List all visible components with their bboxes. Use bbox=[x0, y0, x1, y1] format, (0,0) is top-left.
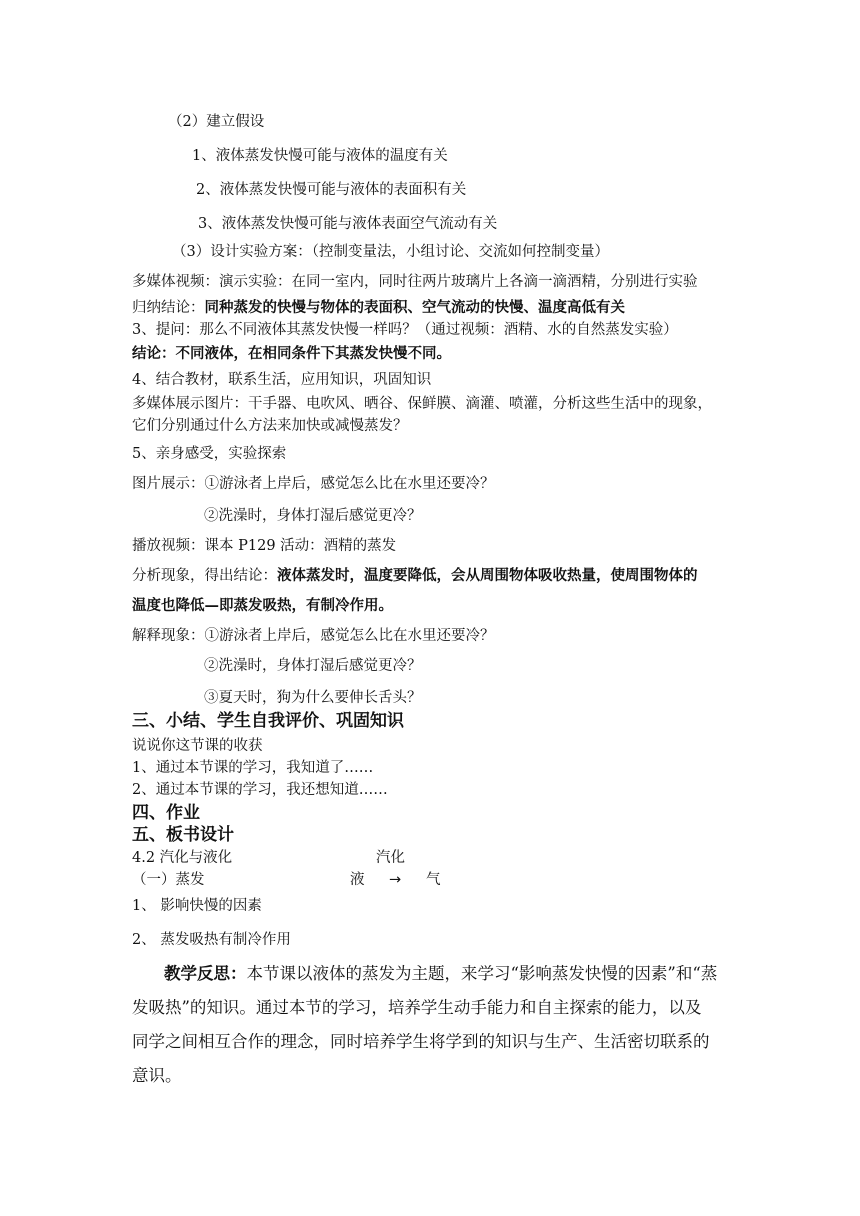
board-factor-1: 1、 影响快慢的因素 bbox=[132, 898, 262, 914]
section-5-title: 五、板书设计 bbox=[132, 825, 234, 845]
experiment-plan: （3）设计实验方案：（控制变量法，小组讨论、交流如何控制变量） bbox=[172, 244, 609, 260]
hypothesis-item-1: 1、液体蒸发快慢可能与液体的温度有关 bbox=[192, 148, 448, 164]
step-4-line-1: 多媒体展示图片：干手器、电吹风、晒谷、保鲜膜、滴灌、喷灌，分析这些生活中的现象， bbox=[132, 396, 712, 412]
reflection-line-2: 发吸热”的知识。通过本节的学习，培养学生动手能力和自主探索的能力，以及 bbox=[132, 998, 702, 1017]
board-factor-2: 2、 蒸发吸热有制冷作用 bbox=[132, 932, 291, 948]
reflection-text-1: 本节课以液体的蒸发为主题，来学习“影响蒸发快慢的因素”和“蒸 bbox=[246, 964, 718, 983]
explain-e3: ③夏天时，狗为什么要伸长舌头？ bbox=[204, 690, 422, 706]
hypothesis-heading: （2）建立假设 bbox=[168, 114, 265, 130]
reflection-line-1 bbox=[164, 962, 717, 986]
section-3-line-1: 说说你这节课的收获 bbox=[132, 738, 263, 754]
hypothesis-item-3: 3、液体蒸发快慢可能与液体表面空气流动有关 bbox=[198, 216, 498, 232]
board-row-2-left: （一）蒸发 bbox=[132, 872, 205, 888]
pictures-q2: ②洗澡时，身体打湿后感觉更冷？ bbox=[204, 508, 422, 524]
board-row-1-right: 汽化 bbox=[376, 850, 405, 866]
analysis-bold: 液体蒸发时，温度要降低，会从周围物体吸收热量，使周围物体的 bbox=[277, 567, 698, 584]
reflection-label: 教学反思： bbox=[164, 964, 247, 983]
explain-label: 解释现象： bbox=[132, 628, 205, 644]
question-3: 3、提问：那么不同液体其蒸发快慢一样吗？（通过视频：酒精、水的自然蒸发实验） bbox=[132, 322, 678, 338]
pictures-line bbox=[132, 474, 495, 494]
analysis-line-1 bbox=[132, 566, 698, 586]
board-arrow: → bbox=[389, 872, 402, 888]
explain-line bbox=[132, 626, 495, 646]
reflection-line-4: 意识。 bbox=[132, 1066, 182, 1085]
conclusion-3: 结论：不同液体，在相同条件下其蒸发快慢不同。 bbox=[132, 345, 451, 362]
hypothesis-item-2: 2、液体蒸发快慢可能与液体的表面积有关 bbox=[196, 182, 467, 198]
section-3-line-3: 2、通过本节课的学习，我还想知道…… bbox=[132, 782, 388, 798]
summary-text: 同种蒸发的快慢与物体的表面积、空气流动的快慢、温度高低有关 bbox=[204, 299, 625, 316]
board-liquid: 液 bbox=[350, 872, 365, 888]
step-4-line-2: 它们分别通过什么方法来加快或减慢蒸发？ bbox=[132, 418, 408, 434]
video-line: 播放视频：课本 P129 活动：酒精的蒸发 bbox=[132, 538, 397, 554]
pictures-q1: ①游泳者上岸后，感觉怎么比在水里还要冷？ bbox=[204, 476, 495, 492]
board-row-1-left: 4.2 汽化与液化 bbox=[132, 850, 233, 866]
section-3-title: 三、小结、学生自我评价、巩固知识 bbox=[132, 711, 404, 731]
section-4-title: 四、作业 bbox=[132, 803, 200, 823]
summary-label: 归纳结论： bbox=[132, 300, 205, 316]
board-gas: 气 bbox=[426, 872, 441, 888]
reflection-line-3: 同学之间相互合作的理念，同时培养学生将学到的知识与生产、生活密切联系的 bbox=[132, 1032, 710, 1051]
section-3-line-2: 1、通过本节课的学习，我知道了…… bbox=[132, 760, 374, 776]
step-5-title: 5、亲身感受，实验探索 bbox=[132, 446, 287, 462]
summary-conclusion bbox=[132, 298, 625, 318]
explain-e2: ②洗澡时，身体打湿后感觉更冷？ bbox=[204, 658, 422, 674]
explain-e1: ①游泳者上岸后，感觉怎么比在水里还要冷？ bbox=[204, 628, 495, 644]
analysis-label: 分析现象，得出结论： bbox=[132, 568, 277, 584]
video-demo-line: 多媒体视频：演示实验：在同一室内，同时往两片玻璃片上各滴一滴酒精，分别进行实验 bbox=[132, 274, 698, 290]
step-4-title: 4、结合教材，联系生活，应用知识，巩固知识 bbox=[132, 372, 432, 388]
pictures-label: 图片展示： bbox=[132, 476, 205, 492]
analysis-line-2: 温度也降低—即蒸发吸热，有制冷作用。 bbox=[132, 597, 393, 614]
